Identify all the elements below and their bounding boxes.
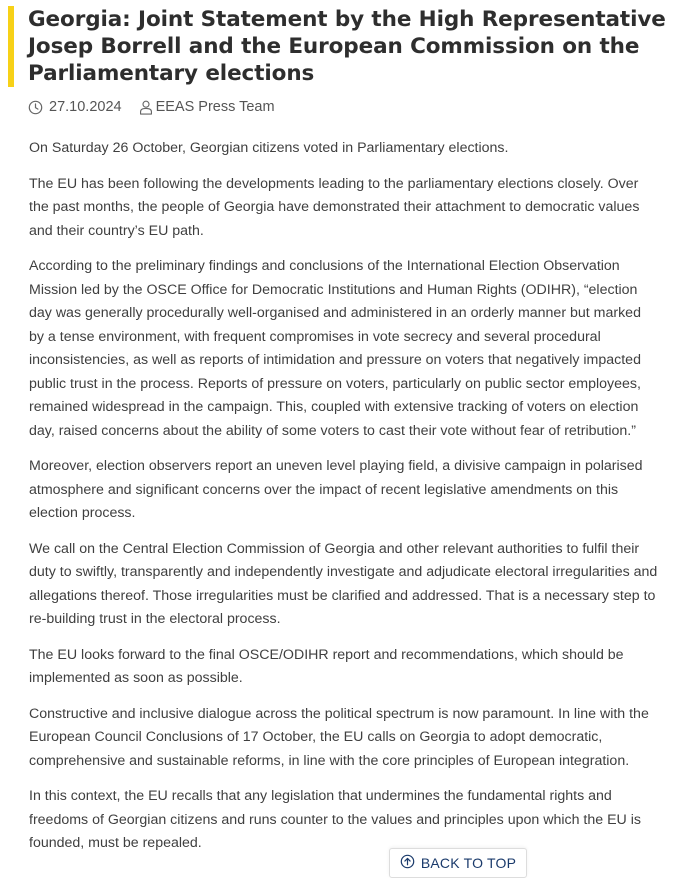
meta-date xyxy=(28,99,122,115)
paragraph: Moreover, election observers report an uneven level playing field, a divisive campaign in polarised atmosphere and significant concerns over the impact of recent legislative amendments on this election process. xyxy=(29,458,643,521)
paragraph: On Saturday 26 October, Georgian citizens voted in Parliamentary elections. xyxy=(29,140,509,156)
title-block xyxy=(8,6,680,87)
clock-icon xyxy=(28,100,43,115)
article-body xyxy=(29,137,659,868)
author-name: EEAS Press Team xyxy=(155,99,275,115)
arrow-up-circle-icon xyxy=(400,854,421,872)
back-to-top-button[interactable] xyxy=(389,848,527,878)
user-icon xyxy=(139,100,153,115)
article-meta xyxy=(28,99,275,115)
paragraph: In this context, the EU recalls that any legislation that undermines the fundamental rights and freedoms of Georgian citizens and runs counter to the values and principles upon which the EU is founded, must be repealed. xyxy=(29,788,641,851)
paragraph: According to the preliminary findings and conclusions of the International Election Observation Mission led by the OSCE Office for Democratic Institutions and Human Rights (ODIHR), “election day was generally procedurally well-organised and administered in an orderly manner but marked by a tense environment, with frequent compromises in vote secrecy and several procedural inconsistencies, as well as reports of intimidation and pressure on voters that negatively impacted public trust in the process. Reports of pressure on voters, particularly on public sector employees, remained widespread in the campaign. This, coupled with extensive tracking of voters on election day, raised concerns about the ability of some voters to cast their vote without fear of retribution.” xyxy=(29,258,641,439)
paragraph: The EU looks forward to the final OSCE/ODIHR report and recommendations, which should be implemented as soon as possible. xyxy=(29,646,624,686)
publish-date: 27.10.2024 xyxy=(49,99,122,115)
page-title: Georgia: Joint Statement by the High Representative Josep Borrell and the European Commission on the Parliamentary elections xyxy=(28,7,666,86)
back-to-top-label: BACK TO TOP xyxy=(420,855,517,871)
meta-author xyxy=(139,99,275,115)
paragraph: The EU has been following the developments leading to the parliamentary elections closely. Over the past months, the people of Georgia have demonstrated their attachment to democratic values and their country’s EU path. xyxy=(29,175,640,239)
paragraph: We call on the Central Election Commission of Georgia and other relevant authorities to fulfil their duty to swiftly, transparently and independently investigate and adjudicate electoral irregularities and allegations thereof. Those irregularities must be clarified and addressed. That is a necessary step to re-building trust in the electoral process. xyxy=(29,540,658,627)
paragraph: Constructive and inclusive dialogue across the political spectrum is now paramount. In line with the European Council Conclusions of 17 October, the EU calls on Georgia to adopt democratic, comprehensive and sustainable reforms, in line with the core principles of European integration. xyxy=(29,705,649,769)
